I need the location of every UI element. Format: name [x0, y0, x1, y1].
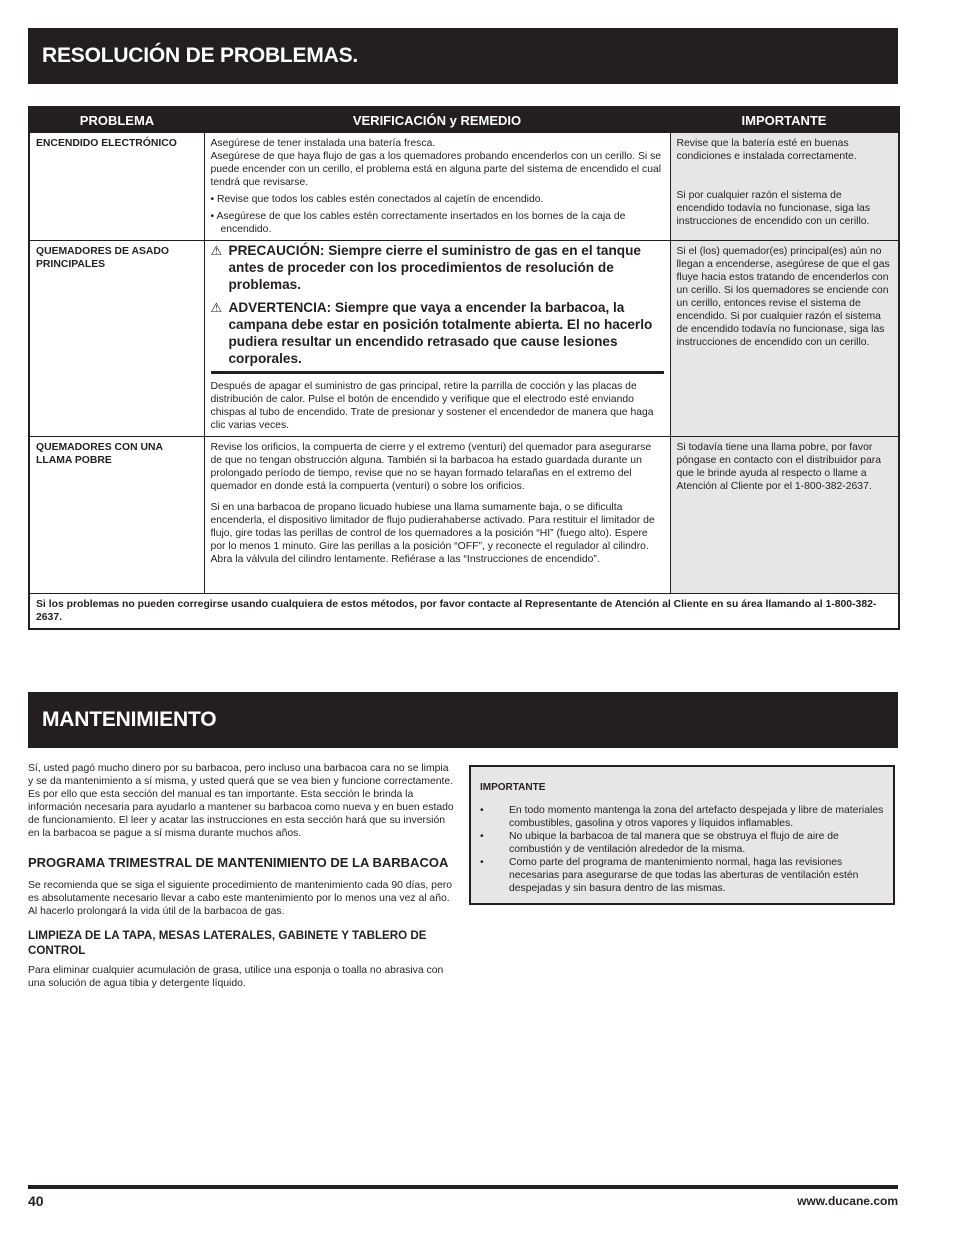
warning-text: ADVERTENCIA: Siempre que vaya a encender la barbacoa, la campana debe estar en posición totalmente abierta. El no hacerlo pudiera resultar un encendido retrasado que cause lesiones corporales. [228, 300, 653, 366]
remedy-cell [204, 241, 670, 437]
remedy-text: Asegúrese de tener instalada una batería fresca. [210, 138, 436, 149]
warning-notice [211, 299, 664, 367]
page-number: 40 [28, 1193, 44, 1209]
remedy-cell [204, 437, 670, 594]
remedy-text: Asegúrese de que haya flujo de gas a los quemadores probando encenderlos con un cerillo. Si se puede encender con un cerillo, el problema está en alguna parte del sistema de encendido el cual tendrá que revisarse. [210, 151, 662, 188]
column-header-problem: PROBLEMA [29, 107, 204, 133]
bullet-icon: • [480, 805, 484, 816]
important-text: Si todavía tiene una llama pobre, por favor póngase en contacto con el distribuidor para que le brinde ayuda al respecto o llame a Atención al Cliente por el 1-800-382-2637. [676, 442, 881, 492]
important-cell [670, 437, 899, 594]
important-text: Revise que la batería esté en buenas condiciones e instalada correctamente. [676, 138, 857, 162]
table-row [29, 241, 899, 437]
problem-cell: ENCENDIDO ELECTRÓNICO [29, 133, 204, 241]
list-item [480, 856, 885, 895]
table-footer-row [29, 594, 899, 630]
problem-cell: QUEMADORES CON UNA LLAMA POBRE [29, 437, 204, 594]
caution-text: PRECAUCIÓN: Siempre cierre el suministro de gas en el tanque antes de proceder con los procedimientos de resolución de problemas. [228, 243, 641, 292]
column-header-important: IMPORTANTE [670, 107, 899, 133]
warning-box [211, 242, 664, 374]
warning-triangle-icon: ⚠ [210, 300, 223, 315]
troubleshooting-table [28, 106, 900, 630]
important-box-heading: IMPORTANTE [480, 782, 546, 793]
body-paragraph: Se recomienda que se siga el siguiente procedimiento de mantenimiento cada 90 días, pero es absolutamente necesario llevar a cabo este mantenimiento por lo menos una vez al año. Al hacerlo prolongará la vida útil de la barbacoa de gas. [28, 880, 452, 917]
table-header-row [29, 107, 899, 133]
maintenance-column [28, 762, 454, 990]
bullet-icon: • [480, 831, 484, 842]
remedy-text: Revise los orificios, la compuerta de cierre y el extremo (venturi) del quemador para asegurarse de que no tengan obstrucción alguna. También si la barbacoa ha estado guardada durante un prolongado período de tiempo, revise que no se hayan formado telarañas en el extremo del quemador en donde está la compuerta (venturi) o sobre los orificios. [210, 442, 652, 492]
footer-rule [28, 1185, 898, 1189]
important-cell [670, 133, 899, 241]
problem-cell: QUEMADORES DE ASADO PRINCIPALES [29, 241, 204, 437]
list-item-text: En todo momento mantenga la zona del artefacto despejada y libre de materiales combustibles, gasolina y otros vapores y líquidos inflamables. [509, 805, 884, 829]
troubleshooting-heading [28, 28, 898, 84]
table-footer-note: Si los problemas no pueden corregirse usando cualquiera de estos métodos, por favor contacte al Representante de Atención al Cliente en su área llamando al 1-800-382-2637. [29, 594, 899, 630]
remedy-bullet: • Asegúrese de que los cables estén correctamente insertados en los bornes de la caja de encendido. [210, 211, 626, 235]
remedy-text: Si en una barbacoa de propano licuado hubiese una llama sumamente baja, o se dificulta encenderla, el dispositivo limitador de flujo pudierahaberse activado. Para restituir el limitador de flujo, gire todas las perillas de control de los quemadores a la posición “HI” (fuego alto). Espere por lo menos 1 minuto. Gire las perillas a la posición “OFF”, y reconecte el regulador al cilindro. Abra la válvula del cilindro lentamente. Refiérase a las “Instrucciones de encendido”. [210, 502, 655, 565]
remedy-cell [204, 133, 670, 241]
intro-paragraph: Sí, usted pagó mucho dinero por su barbacoa, pero incluso una barbacoa cara no se limpia y se da mantenimiento a sí misma, y usted querá que se vea bien y funcione correctamente. Es por ello que esta sección del manual es tan importante. Esta sección le brinda la información necesaria para ayudarlo a mantener su barbacoa como nueva y en buen estado de funcionamiento. El leer y acatar las instrucciones en esta sección hará que su inversión en la barbacoa se pague a sí misma durante muchos años. [28, 763, 454, 839]
important-text: Si el (los) quemador(es) principal(es) aún no llegan a encenderse, asegúrese de que el gas fluye hacia estos tratando de encenderlos con un cerillo. Si los quemadores se enciende con un cerillo, entonces revise el sistema de encendido. Si por cualquier razón el sistema de encendido todavía no funcionase, siga las instrucciones de encendido con un cerillo. [676, 246, 890, 348]
important-cell [670, 241, 899, 437]
caution-notice [211, 242, 664, 293]
table-row [29, 133, 899, 241]
list-item [480, 804, 885, 830]
bullet-icon: • [480, 857, 484, 868]
important-text: Si por cualquier razón el sistema de encendido todavía no funcionase, siga las instrucciones de encendido con un cerillo. [676, 190, 871, 227]
column-header-remedy: VERIFICACIÓN y REMEDIO [204, 107, 670, 133]
list-item-text: No ubique la barbacoa de tal manera que se obstruya el flujo de aire de combustión y de ventilación alrededor de la misma. [509, 831, 839, 855]
body-paragraph: Para eliminar cualquier acumulación de grasa, utilice una esponja o toalla no abrasiva con una solución de agua tibia y detergente líquido. [28, 965, 444, 989]
remedy-bullet: • Revise que todos los cables estén conectados al cajetín de encendido. [210, 194, 544, 205]
remedy-text: Después de apagar el suministro de gas principal, retire la parrilla de cocción y las placas de distribución de calor. Pulse el botón de encendido y verifique que el electrodo esté enviando chispas al tubo de encendido. Trate de presionar y sostener el encendedor de manera que haga clic varias veces. [210, 381, 654, 431]
warning-triangle-icon: ⚠ [210, 243, 223, 258]
subheading: PROGRAMA TRIMESTRAL DE MANTENIMIENTO DE LA BARBACOA [28, 855, 449, 870]
section-title: RESOLUCIÓN DE PROBLEMAS. [42, 44, 359, 67]
important-box [469, 765, 895, 905]
table-row [29, 437, 899, 594]
list-item-text: Como parte del programa de mantenimiento normal, haga las revisiones necesarias para asegurarse de que todas las aberturas de ventilación estén despejadas y sin basura dentro de las mismas. [509, 857, 859, 894]
subheading: LIMPIEZA DE LA TAPA, MESAS LATERALES, GABINETE Y TABLERO DE CONTROL [28, 929, 427, 957]
footer-url[interactable]: www.ducane.com [797, 1194, 898, 1208]
section-title: MANTENIMIENTO [42, 708, 217, 731]
maintenance-heading [28, 692, 898, 748]
list-item [480, 830, 885, 856]
